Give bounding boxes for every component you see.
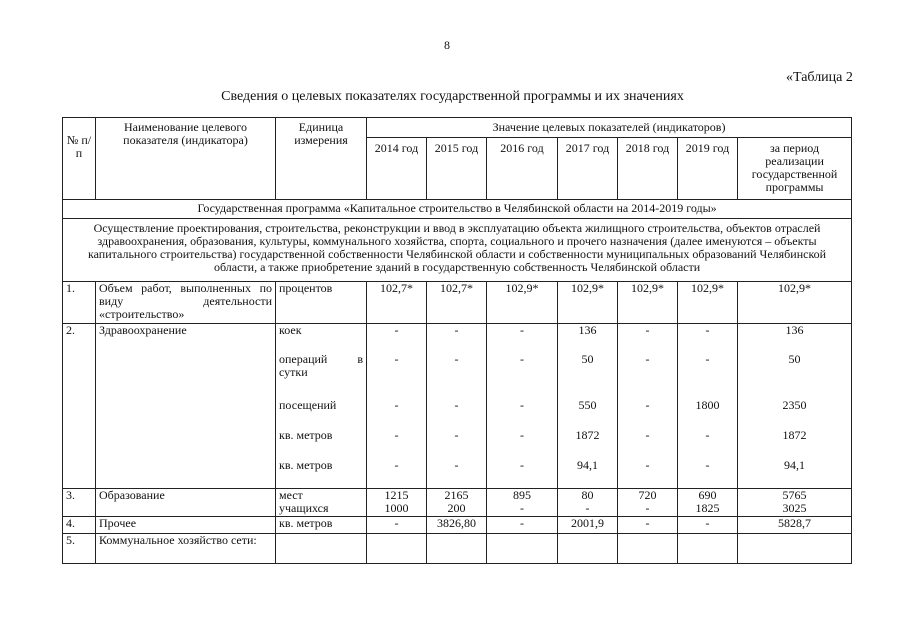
value-cell: -: [487, 517, 558, 534]
value-cell: 2165 200: [427, 489, 487, 517]
unit-cell: [276, 534, 367, 564]
header-values-group: Значение целевых показателей (индикаторов): [367, 118, 852, 138]
row-num: 4.: [63, 517, 96, 534]
unit-line: коек: [279, 323, 302, 337]
program-title: Государственная программа «Капитальное строительство в Челябинской области на 2014-2019 годы»: [63, 200, 852, 219]
value-cell: 1215 1000: [367, 489, 427, 517]
value-cell: - - - - -: [487, 324, 558, 489]
row-num: 2.: [63, 324, 96, 489]
value-cell: 102,9*: [487, 282, 558, 324]
unit-cell: мест учащихся: [276, 489, 367, 517]
table-row: [63, 534, 852, 564]
header-year: 2015 год: [427, 138, 487, 200]
value-cell: - - - - -: [427, 324, 487, 489]
header-unit: Единица измерения: [276, 118, 367, 200]
indicator-name: Коммунальное хозяйство сети:: [96, 534, 276, 564]
table-row: [63, 282, 852, 324]
unit-line: операций в сутки: [279, 352, 363, 379]
value-cell: [558, 534, 618, 564]
value-cell: 102,9*: [678, 282, 738, 324]
table-row: [63, 324, 852, 489]
document-title: Сведения о целевых показателях государственной программы и их значениях: [221, 89, 684, 104]
unit-cell: процентов: [276, 282, 367, 324]
value-cell: 690 1825: [678, 489, 738, 517]
value-cell: - - 1800 - -: [678, 324, 738, 489]
unit-line: кв. метров: [279, 458, 333, 472]
value-cell: 102,9*: [558, 282, 618, 324]
value-cell: 102,7*: [367, 282, 427, 324]
indicator-name: Образование: [96, 489, 276, 517]
value-cell: [427, 534, 487, 564]
value-cell: [618, 534, 678, 564]
value-cell: -: [678, 517, 738, 534]
row-num: 5.: [63, 534, 96, 564]
value-cell: - - - - -: [367, 324, 427, 489]
value-cell: -: [367, 517, 427, 534]
unit-cell: [276, 324, 367, 489]
indicator-name: Объем работ, выполненных по виду деятельности «строительство»: [96, 282, 276, 324]
value-cell: [487, 534, 558, 564]
header-year: 2014 год: [367, 138, 427, 200]
indicator-name: Здравоохранение: [96, 324, 276, 489]
total-cell: 5828,7: [738, 517, 852, 534]
header-period: за период реализации государственной программы: [738, 138, 852, 200]
value-cell: 895 -: [487, 489, 558, 517]
header-year: 2018 год: [618, 138, 678, 200]
value-cell: -: [618, 517, 678, 534]
value-cell: 3826,80: [427, 517, 487, 534]
value-cell: 2001,9: [558, 517, 618, 534]
header-name: Наименование целевого показателя (индикатора): [96, 118, 276, 200]
unit-line: кв. метров: [279, 428, 333, 442]
indicator-name: Прочее: [96, 517, 276, 534]
total-cell: 102,9*: [738, 282, 852, 324]
value-cell: 80 -: [558, 489, 618, 517]
total-cell: [738, 534, 852, 564]
program-description: Осуществление проектирования, строительства, реконструкции и ввод в эксплуатацию объекта жилищного строительства, объектов отраслей здравоохранения, образования, культуры, коммунального хозяйства, спорта, социального и прочего назначения (далее именуются – объекты капитального строительства) государственной собственности Челябинской области и собственности муниципальных образований Челябинской области, а также приобретение зданий в государственную собственность Челябинской области: [63, 219, 852, 282]
header-year: 2016 год: [487, 138, 558, 200]
header-row: [63, 118, 852, 138]
program-title-row: [63, 200, 852, 219]
total-cell: 5765 3025: [738, 489, 852, 517]
header-num: № п/п: [63, 118, 96, 200]
program-desc-row: [63, 219, 852, 282]
table-reference: «Таблица 2: [786, 70, 853, 85]
table-row: [63, 489, 852, 517]
total-cell: 136 50 2350 1872 94,1: [738, 324, 852, 489]
row-num: 3.: [63, 489, 96, 517]
header-year: 2019 год: [678, 138, 738, 200]
value-cell: [678, 534, 738, 564]
value-cell: - - - - -: [618, 324, 678, 489]
value-cell: [367, 534, 427, 564]
table-row: [63, 517, 852, 534]
row-num: 1.: [63, 282, 96, 324]
unit-cell: кв. метров: [276, 517, 367, 534]
value-cell: 720 -: [618, 489, 678, 517]
value-cell: 102,9*: [618, 282, 678, 324]
indicators-table: [62, 117, 852, 564]
header-year: 2017 год: [558, 138, 618, 200]
page-number: 8: [444, 38, 450, 52]
value-cell: 102,7*: [427, 282, 487, 324]
value-cell: 136 50 550 1872 94,1: [558, 324, 618, 489]
unit-line: посещений: [279, 398, 337, 412]
